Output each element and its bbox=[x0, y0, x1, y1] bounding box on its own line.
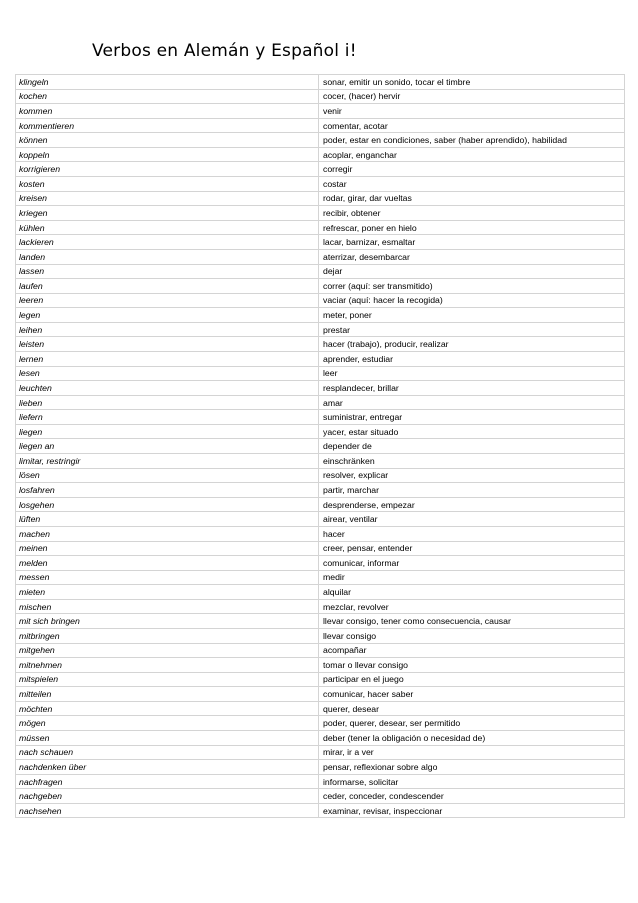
spanish-translation-cell: yacer, estar situado bbox=[319, 424, 625, 439]
table-row bbox=[16, 526, 625, 541]
spanish-translation-cell: hacer bbox=[319, 526, 625, 541]
spanish-translation-cell: cocer, (hacer) hervir bbox=[319, 89, 625, 104]
spanish-translation-cell: resolver, explicar bbox=[319, 468, 625, 483]
german-verb-cell: lüften bbox=[16, 512, 319, 527]
german-verb-cell: kommentieren bbox=[16, 118, 319, 133]
german-verb-cell: klingeln bbox=[16, 75, 319, 90]
table-row bbox=[16, 133, 625, 148]
spanish-translation-cell: examinar, revisar, inspeccionar bbox=[319, 803, 625, 818]
german-verb-cell: kosten bbox=[16, 177, 319, 192]
table-row bbox=[16, 731, 625, 746]
table-row bbox=[16, 585, 625, 600]
table-row bbox=[16, 337, 625, 352]
spanish-translation-cell: comentar, acotar bbox=[319, 118, 625, 133]
spanish-translation-cell: llevar consigo, tener como consecuencia, causar bbox=[319, 614, 625, 629]
spanish-translation-cell: venir bbox=[319, 104, 625, 119]
table-row bbox=[16, 206, 625, 221]
spanish-translation-cell: aterrizar, desembarcar bbox=[319, 249, 625, 264]
table-row bbox=[16, 235, 625, 250]
german-verb-cell: müssen bbox=[16, 731, 319, 746]
table-row bbox=[16, 541, 625, 556]
spanish-translation-cell: amar bbox=[319, 395, 625, 410]
spanish-translation-cell: comunicar, informar bbox=[319, 556, 625, 571]
spanish-translation-cell: llevar consigo bbox=[319, 628, 625, 643]
spanish-translation-cell: correr (aquí: ser transmitido) bbox=[319, 279, 625, 294]
german-verb-cell: kochen bbox=[16, 89, 319, 104]
german-verb-cell: nach schauen bbox=[16, 745, 319, 760]
spanish-translation-cell: querer, desear bbox=[319, 701, 625, 716]
table-row bbox=[16, 293, 625, 308]
table-row bbox=[16, 351, 625, 366]
table-row bbox=[16, 803, 625, 818]
spanish-translation-cell: airear, ventilar bbox=[319, 512, 625, 527]
spanish-translation-cell: mezclar, revolver bbox=[319, 599, 625, 614]
german-verb-cell: mitteilen bbox=[16, 687, 319, 702]
table-row bbox=[16, 147, 625, 162]
table-row bbox=[16, 643, 625, 658]
german-verb-cell: mögen bbox=[16, 716, 319, 731]
german-verb-cell: lackieren bbox=[16, 235, 319, 250]
table-row bbox=[16, 366, 625, 381]
german-verb-cell: nachdenken über bbox=[16, 760, 319, 775]
german-verb-cell: liegen bbox=[16, 424, 319, 439]
table-row bbox=[16, 599, 625, 614]
spanish-translation-cell: acoplar, enganchar bbox=[319, 147, 625, 162]
spanish-translation-cell: recibir, obtener bbox=[319, 206, 625, 221]
german-verb-cell: machen bbox=[16, 526, 319, 541]
page-title: Verbos en Alemán y Español i! bbox=[92, 41, 357, 61]
table-row bbox=[16, 118, 625, 133]
table-row bbox=[16, 716, 625, 731]
spanish-translation-cell: pensar, reflexionar sobre algo bbox=[319, 760, 625, 775]
german-verb-cell: mit sich bringen bbox=[16, 614, 319, 629]
table-row bbox=[16, 628, 625, 643]
table-row bbox=[16, 177, 625, 192]
german-verb-cell: können bbox=[16, 133, 319, 148]
table-row bbox=[16, 570, 625, 585]
verb-table-body bbox=[16, 75, 625, 818]
spanish-translation-cell: mirar, ir a ver bbox=[319, 745, 625, 760]
spanish-translation-cell: refrescar, poner en hielo bbox=[319, 220, 625, 235]
german-verb-cell: meinen bbox=[16, 541, 319, 556]
spanish-translation-cell: alquilar bbox=[319, 585, 625, 600]
spanish-translation-cell: comunicar, hacer saber bbox=[319, 687, 625, 702]
spanish-translation-cell: aprender, estudiar bbox=[319, 351, 625, 366]
spanish-translation-cell: lacar, barnizar, esmaltar bbox=[319, 235, 625, 250]
german-verb-cell: leisten bbox=[16, 337, 319, 352]
spanish-translation-cell: ceder, conceder, condescender bbox=[319, 789, 625, 804]
german-verb-cell: leihen bbox=[16, 322, 319, 337]
table-row bbox=[16, 701, 625, 716]
spanish-translation-cell: poder, querer, desear, ser permitido bbox=[319, 716, 625, 731]
german-verb-cell: mischen bbox=[16, 599, 319, 614]
german-verb-cell: lösen bbox=[16, 468, 319, 483]
german-verb-cell: losfahren bbox=[16, 483, 319, 498]
table-row bbox=[16, 556, 625, 571]
table-row bbox=[16, 454, 625, 469]
german-verb-cell: kreisen bbox=[16, 191, 319, 206]
spanish-translation-cell: hacer (trabajo), producir, realizar bbox=[319, 337, 625, 352]
spanish-translation-cell: partir, marchar bbox=[319, 483, 625, 498]
german-verb-cell: limitar, restringir bbox=[16, 454, 319, 469]
table-row bbox=[16, 614, 625, 629]
german-verb-cell: lesen bbox=[16, 366, 319, 381]
table-row bbox=[16, 497, 625, 512]
table-row bbox=[16, 279, 625, 294]
spanish-translation-cell: meter, poner bbox=[319, 308, 625, 323]
table-row bbox=[16, 104, 625, 119]
spanish-translation-cell: tomar o llevar consigo bbox=[319, 658, 625, 673]
spanish-translation-cell: creer, pensar, entender bbox=[319, 541, 625, 556]
german-verb-cell: liefern bbox=[16, 410, 319, 425]
table-row bbox=[16, 410, 625, 425]
table-row bbox=[16, 395, 625, 410]
german-verb-cell: melden bbox=[16, 556, 319, 571]
spanish-translation-cell: rodar, girar, dar vueltas bbox=[319, 191, 625, 206]
german-verb-cell: mieten bbox=[16, 585, 319, 600]
table-row bbox=[16, 672, 625, 687]
table-row bbox=[16, 424, 625, 439]
spanish-translation-cell: einschränken bbox=[319, 454, 625, 469]
spanish-translation-cell: acompañar bbox=[319, 643, 625, 658]
table-row bbox=[16, 512, 625, 527]
german-verb-cell: lassen bbox=[16, 264, 319, 279]
german-verb-cell: liegen an bbox=[16, 439, 319, 454]
spanish-translation-cell: prestar bbox=[319, 322, 625, 337]
table-row bbox=[16, 789, 625, 804]
german-verb-cell: nachsehen bbox=[16, 803, 319, 818]
spanish-translation-cell: leer bbox=[319, 366, 625, 381]
german-verb-cell: messen bbox=[16, 570, 319, 585]
table-row bbox=[16, 191, 625, 206]
table-row bbox=[16, 75, 625, 90]
spanish-translation-cell: medir bbox=[319, 570, 625, 585]
table-row bbox=[16, 439, 625, 454]
spanish-translation-cell: corregir bbox=[319, 162, 625, 177]
table-row bbox=[16, 468, 625, 483]
table-row bbox=[16, 308, 625, 323]
spanish-translation-cell: poder, estar en condiciones, saber (haber aprendido), habilidad bbox=[319, 133, 625, 148]
table-row bbox=[16, 381, 625, 396]
german-verb-cell: mitgehen bbox=[16, 643, 319, 658]
table-row bbox=[16, 249, 625, 264]
spanish-translation-cell: desprenderse, empezar bbox=[319, 497, 625, 512]
table-row bbox=[16, 483, 625, 498]
german-verb-cell: korrigieren bbox=[16, 162, 319, 177]
german-verb-cell: losgehen bbox=[16, 497, 319, 512]
german-verb-cell: kriegen bbox=[16, 206, 319, 221]
german-verb-cell: kommen bbox=[16, 104, 319, 119]
table-row bbox=[16, 264, 625, 279]
table-row bbox=[16, 220, 625, 235]
spanish-translation-cell: suministrar, entregar bbox=[319, 410, 625, 425]
spanish-translation-cell: participar en el juego bbox=[319, 672, 625, 687]
table-row bbox=[16, 774, 625, 789]
table-row bbox=[16, 89, 625, 104]
german-verb-cell: kühlen bbox=[16, 220, 319, 235]
table-row bbox=[16, 162, 625, 177]
spanish-translation-cell: depender de bbox=[319, 439, 625, 454]
spanish-translation-cell: dejar bbox=[319, 264, 625, 279]
verb-table bbox=[15, 74, 625, 818]
german-verb-cell: mitbringen bbox=[16, 628, 319, 643]
table-row bbox=[16, 687, 625, 702]
german-verb-cell: möchten bbox=[16, 701, 319, 716]
table-row bbox=[16, 322, 625, 337]
german-verb-cell: leeren bbox=[16, 293, 319, 308]
german-verb-cell: lieben bbox=[16, 395, 319, 410]
spanish-translation-cell: deber (tener la obligación o necesidad de) bbox=[319, 731, 625, 746]
german-verb-cell: nachgeben bbox=[16, 789, 319, 804]
german-verb-cell: landen bbox=[16, 249, 319, 264]
german-verb-cell: lernen bbox=[16, 351, 319, 366]
spanish-translation-cell: resplandecer, brillar bbox=[319, 381, 625, 396]
spanish-translation-cell: informarse, solicitar bbox=[319, 774, 625, 789]
german-verb-cell: mitnehmen bbox=[16, 658, 319, 673]
table-row bbox=[16, 760, 625, 775]
german-verb-cell: mitspielen bbox=[16, 672, 319, 687]
spanish-translation-cell: costar bbox=[319, 177, 625, 192]
spanish-translation-cell: vaciar (aquí: hacer la recogida) bbox=[319, 293, 625, 308]
table-row bbox=[16, 745, 625, 760]
german-verb-cell: laufen bbox=[16, 279, 319, 294]
spanish-translation-cell: sonar, emitir un sonido, tocar el timbre bbox=[319, 75, 625, 90]
german-verb-cell: nachfragen bbox=[16, 774, 319, 789]
table-row bbox=[16, 658, 625, 673]
german-verb-cell: legen bbox=[16, 308, 319, 323]
german-verb-cell: leuchten bbox=[16, 381, 319, 396]
german-verb-cell: koppeln bbox=[16, 147, 319, 162]
